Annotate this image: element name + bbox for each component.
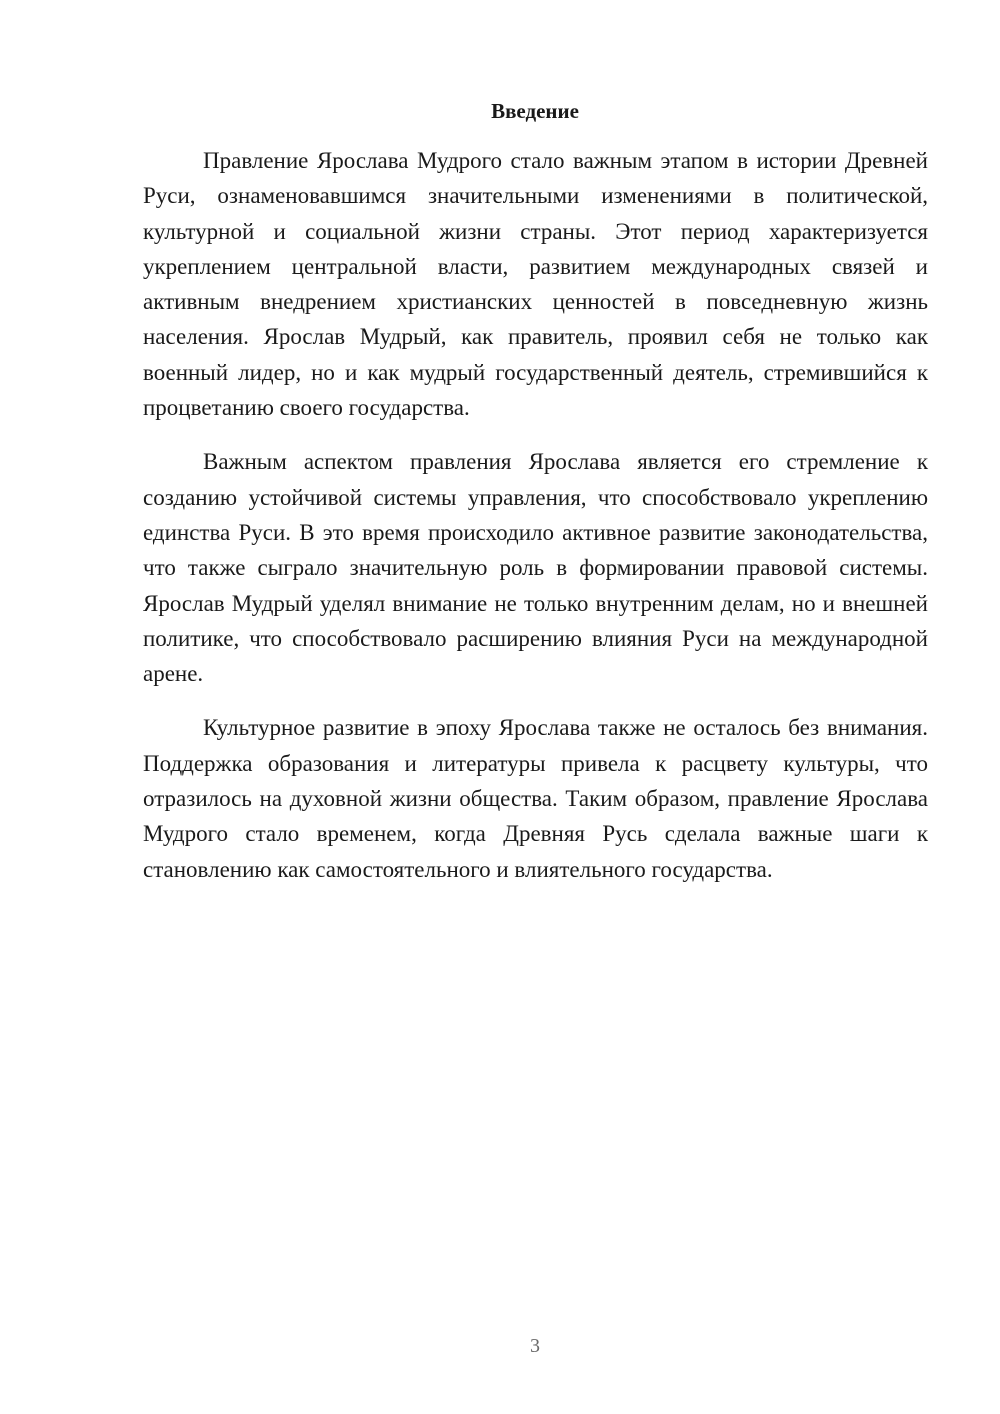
paragraph-1: Правление Ярослава Мудрого стало важным этапом в истории Древней Руси, ознаменовавшимся значительными изменениями в политической, культурной и социальной жизни страны. Этот период характеризуется укреплением центральной власти, развитием международных связей и активным внедрением христианских ценностей в повседневную жизнь населения. Ярослав Мудрый, как правитель, проявил себя не только как военный лидер, но и как мудрый государственный деятель, стремившийся к процветанию своего государства. — [143, 148, 928, 421]
page-number: 3 — [530, 1335, 540, 1357]
paragraph-3: Культурное развитие в эпоху Ярослава также не осталось без внимания. Поддержка образования и литературы привела к расцвету культуры, что отразилось на духовной жизни общества. Таким образом, правление Ярослава Мудрого стало временем, когда Древняя Русь сделала важные шаги к становлению как самостоятельного и влиятельного государства. — [143, 715, 928, 882]
page-title: Введение — [491, 99, 579, 123]
paragraph-2: Важным аспектом правления Ярослава является его стремление к созданию устойчивой системы управления, что способствовало укреплению единства Руси. В это время происходило активное развитие законодательства, что также сыграло значительную роль в формировании правовой системы. Ярослав Мудрый уделял внимание не только внутренним делам, но и внешней политике, что способствовало расширению влияния Руси на международной арене. — [143, 449, 928, 687]
document-body — [143, 143, 928, 906]
